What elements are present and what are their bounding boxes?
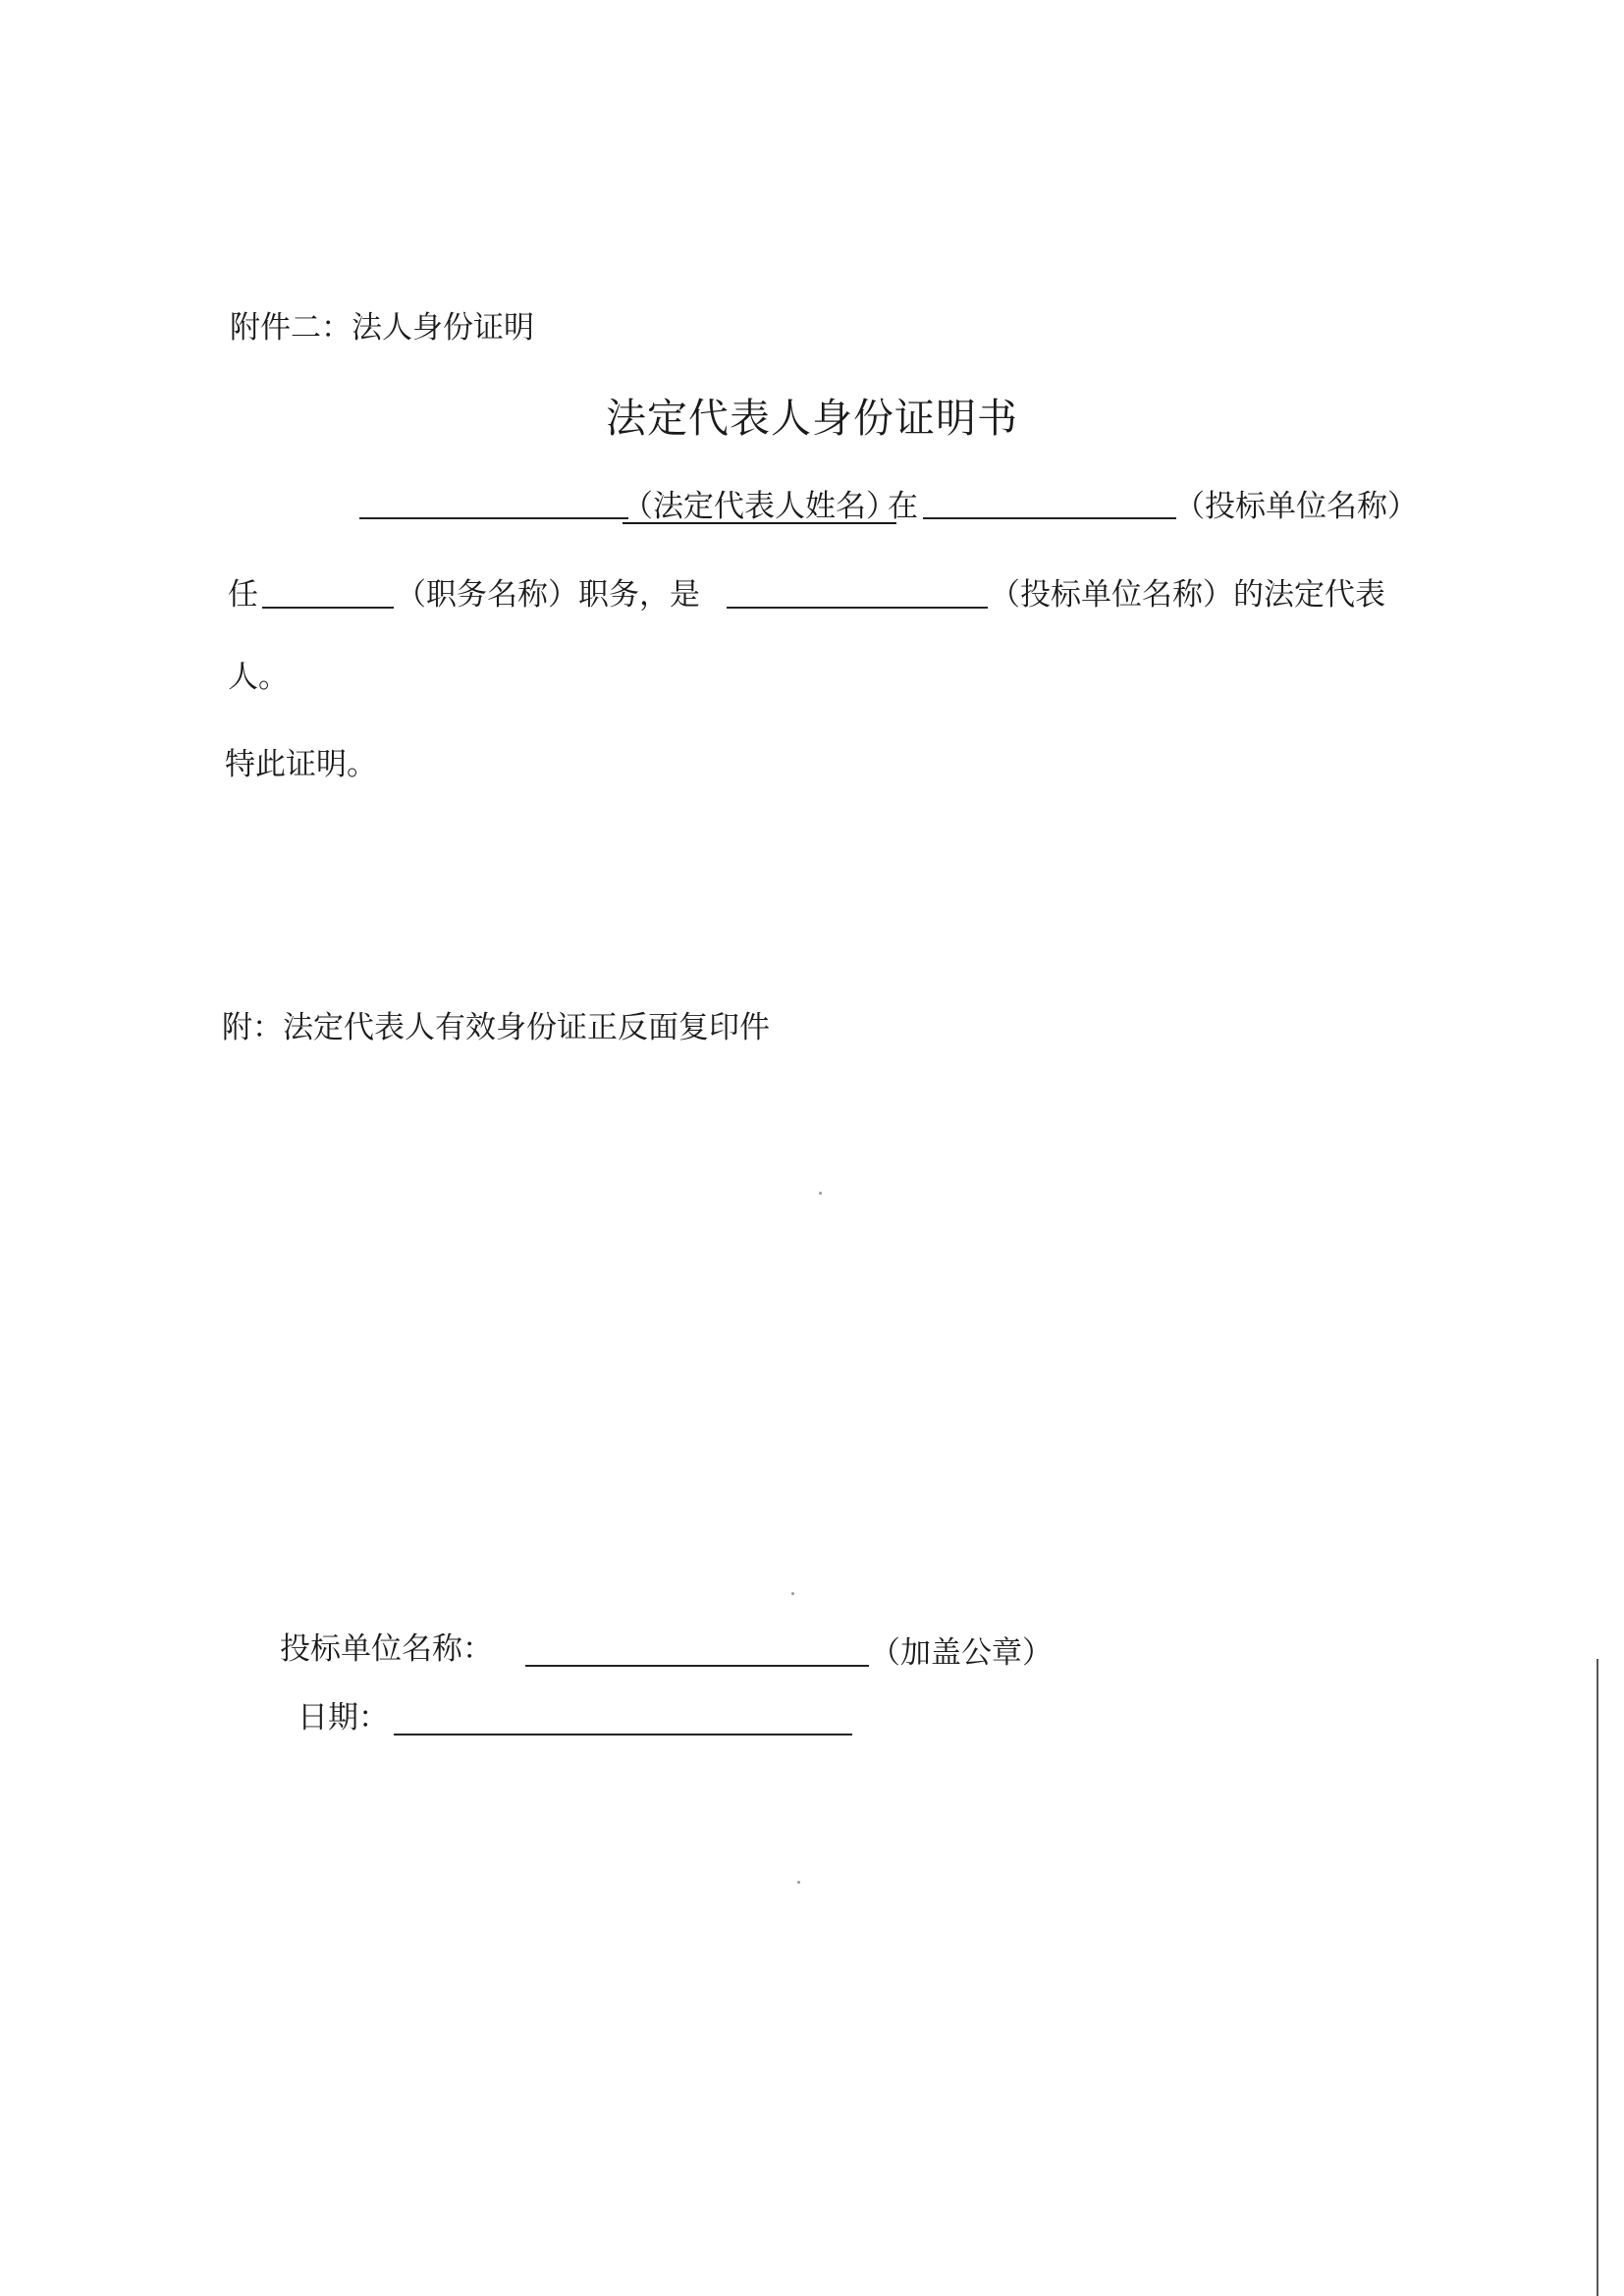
date-blank bbox=[394, 1734, 852, 1735]
line3-text: 人。 bbox=[228, 660, 289, 695]
scan-speck bbox=[797, 1881, 800, 1884]
closing-text: 特此证明。 bbox=[225, 747, 377, 782]
scan-speck bbox=[819, 1192, 822, 1195]
attachment-heading: 附件二：法人身份证明 bbox=[230, 310, 534, 346]
position-label: （职务名称）职务，是 bbox=[396, 577, 700, 613]
date-label: 日期： bbox=[298, 1700, 389, 1735]
in-text: 在 bbox=[888, 489, 918, 524]
bidder-unit-blank-1 bbox=[923, 517, 1176, 519]
bidder-unit-label-2: （投标单位名称）的法定代表 bbox=[990, 577, 1385, 613]
legal-rep-name-blank bbox=[359, 517, 628, 519]
bidder-unit-blank-2 bbox=[727, 607, 988, 609]
bidder-unit-label-1: （投标单位名称） bbox=[1174, 489, 1418, 524]
signature-unit-blank bbox=[525, 1665, 869, 1667]
signature-unit-label: 投标单位名称： bbox=[280, 1631, 493, 1667]
legal-rep-name-label: （法定代表人姓名） bbox=[623, 489, 896, 524]
position-blank bbox=[262, 607, 394, 609]
document-title: 法定代表人身份证明书 bbox=[606, 395, 1018, 442]
attachment-note: 附：法定代表人有效身份证正反面复印件 bbox=[222, 1010, 770, 1045]
scan-speck bbox=[791, 1592, 794, 1595]
ren-text: 任 bbox=[228, 577, 258, 613]
seal-note: （加盖公章） bbox=[870, 1635, 1053, 1671]
scan-edge-line bbox=[1597, 1659, 1598, 2296]
